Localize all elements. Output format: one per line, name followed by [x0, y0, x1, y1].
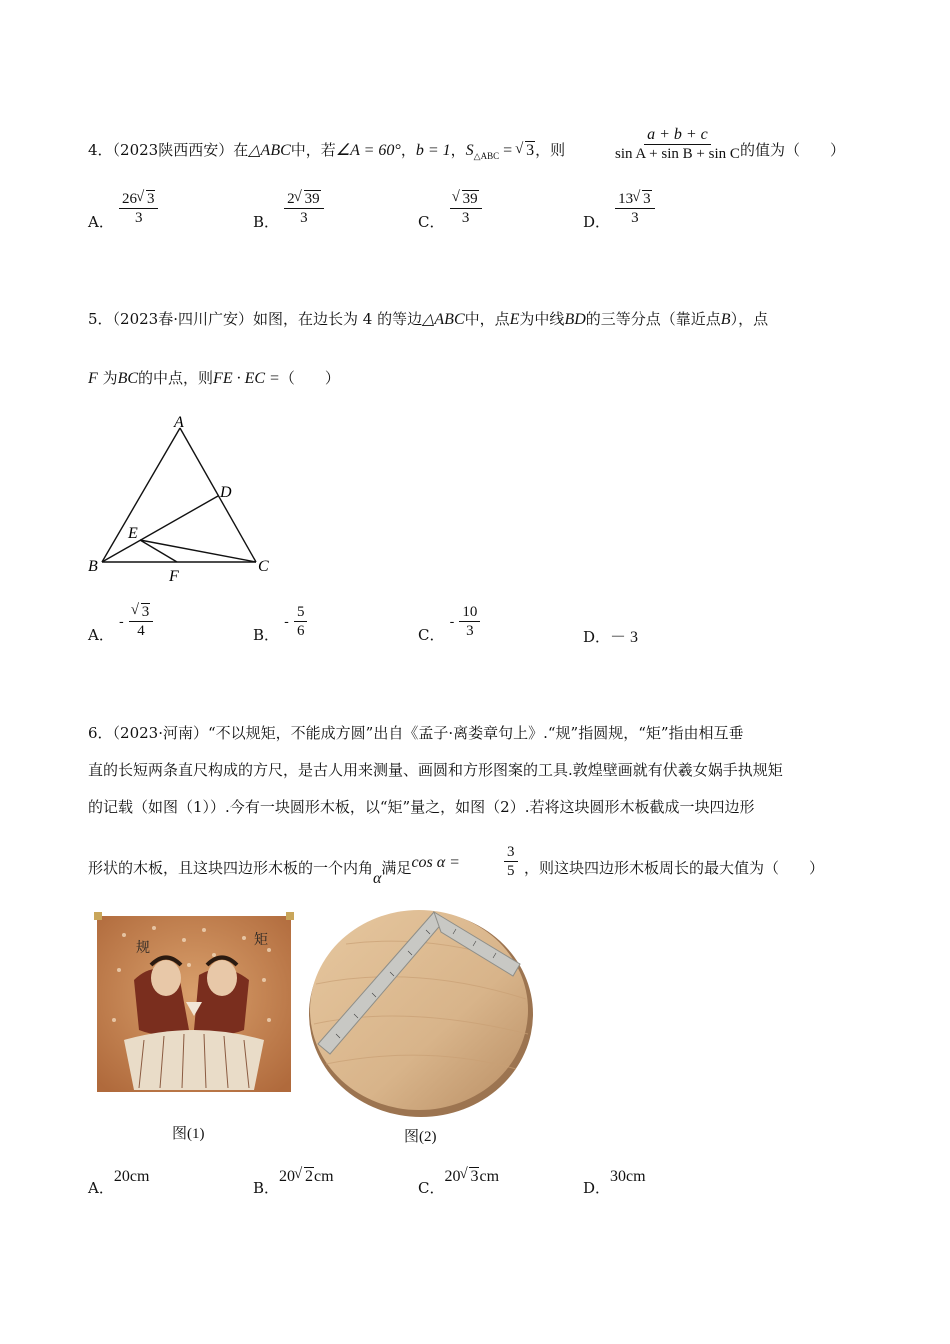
q6-option-a[interactable]: A．20cm: [88, 1168, 150, 1197]
q6-stem-line3: 的记载（如图（1））.今有一块圆形木板，以“矩”量之，如图（2）.若将这块圆形木板截成一块四边形: [88, 798, 755, 816]
mural-label-ju: 矩: [254, 932, 268, 948]
q5-option-d[interactable]: D．－ 3: [583, 628, 639, 646]
q5-option-b[interactable]: B． - $\frac{5}{6}$: [253, 603, 307, 640]
q6-stem-tail: ，则这块四边形木板周长的最大值为（ ）: [524, 859, 825, 877]
q5-stem-line1: 5．（2023春·四川广安）如图，在边长为 4 的等边△ABC中，点E为中线BD的三等分点（靠近点B），点: [88, 310, 769, 328]
q5-triangle-figure: [80, 410, 280, 590]
mural-image: [94, 910, 296, 1094]
q6-option-b[interactable]: B．20√ 2cm: [253, 1166, 334, 1186]
label-a: A: [174, 414, 184, 431]
q6-option-c[interactable]: C．20√ 3cm: [418, 1166, 499, 1186]
sqrt: √ 3: [516, 141, 535, 161]
q5-stem-line2: F 为BC的中点，则FE · EC =（ ）: [88, 369, 340, 387]
q6-cos-fraction: $\frac{3}{5}$: [504, 843, 518, 880]
q4-tail: 的值为（ ）: [740, 141, 846, 159]
label-e: E: [128, 525, 138, 542]
figure-1-caption: 图(1): [172, 1126, 205, 1142]
figure-2-caption: 图(2): [404, 1129, 437, 1145]
label-f: F: [169, 568, 179, 585]
q5-option-c[interactable]: C． - $\frac{10}{3}$: [418, 603, 480, 640]
side-ac: [180, 428, 256, 562]
wood-board-image: [306, 904, 536, 1118]
q4-option-d[interactable]: D． $\frac{13√ 3}{3}$: [583, 190, 655, 227]
q6-stem-line1: 6．（2023·河南）“不以规矩，不能成方圆”出自《孟子·离娄章句上》.“规”指圆规，“矩”指由相互垂: [88, 724, 744, 742]
q5-option-a[interactable]: A． - √ $\frac{3}{4}$: [88, 603, 153, 640]
q4-option-c[interactable]: C． √ $\frac{39}{3}$: [418, 190, 482, 227]
q4-option-b[interactable]: B． $\frac{2√ 39}{3}$: [253, 190, 324, 227]
q4-stem: 4．（2023陕西西安）在△ABC中，若∠A = 60°，b = 1，$S_{\triangle ABC}$ = √ 3，则: [88, 140, 565, 166]
q4-option-a[interactable]: A． $\frac{26√ 3}{3}$: [88, 190, 158, 227]
q6-stem-line4: 形状的木板，且这块四边形木板的一个内角α满足cos α =: [88, 854, 460, 887]
label-c: C: [258, 558, 269, 575]
label-d: D: [220, 484, 232, 501]
side-ab: [102, 428, 180, 562]
q6-stem-line2: 直的长短两条直尺构成的方尺，是古人用来测量、画圆和方形图案的工具.敦煌壁画就有伏羲女娲手执规矩: [88, 761, 783, 779]
mural-label-gui: 规: [136, 940, 150, 956]
q6-option-d[interactable]: D．30cm: [583, 1168, 646, 1197]
q4-fraction: $\frac{a + b + c}{\text{sin A + sin B + sin C}}$: [615, 126, 740, 162]
label-b: B: [88, 558, 98, 575]
